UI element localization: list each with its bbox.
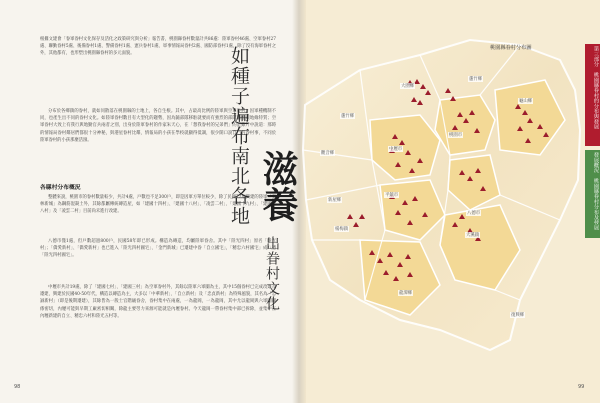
right-page-number: 99 — [578, 384, 585, 390]
section-paragraph-2: 八德市僅1處，但戶數超過800戶，民國58年即已形成。構造為磚造，均屬陸軍眷舍。其中「陸光四村」原名「陸光村」；「僑愛新村」、「僑愛新村」也已進入「陸光四村國宅」、「金門新城」已遷建中眷「自立國宅」，「精忠六村國宅」成八德「陸光四村國宅」。 — [40, 239, 276, 259]
section-paragraph-3: 中壢市共計19處，除了「建國七村」、「建國三村」為空軍眷村外，其餘以陸軍六軍團為主，其中15個眷村已完成改建及遷建，興建於民國40-50年代，構造以磚造為主，大多以「中華新村」、「自立新村」及「忠貞新村」為特殊風貌，其名為「忠誠新村」（即是後期遷建），其餘皆為一般士官階級眷舍，眷村集中在兩處，一為龍岡，一為龍岡，其中尤以龍岡與六軍團關係密切，內壢可能與早期工廠密切相關，除龍主要勞力來源可能就是內壢眷村。今天龍岡一帶眷村集中部已拆除，並集中在內壢新建的自立、精忠六村和陸光五村等。 — [40, 285, 276, 319]
section-paragraph-1: 整體來說，桃園市的眷村數量較少，共計4處，戶數也不足300戶，即是因軍方單位較少，除了民國72年興建的陸軍「雲林新城」為鋼筋混凝土外，其餘都屬傳統磚造屋，如「建國十四村」、「建國十八村」、「凌雲二村」、「建國十九村」、「建國十八村」及「凌雲二村」目前尚未進行改建。 — [40, 195, 276, 215]
district-label-longtan: 龍潭鄉 — [399, 291, 413, 296]
intro-paragraph-2: 分布於各鄉鎮的眷村，就如同散落在桃園縣的土地上，各自生根。其中，占最高比例的陸軍與空軍眷村，因軍種機制不同，也產生出不同的眷村文化。如陸軍眷村數目有大型化的趨勢，因為隨部隊移駐就要而有強烈的部隊屬性與地緣特質；空軍眷村大致上有我行與地勤官兵兩者之別，出身於陸軍眷村的作家朱天心，在「想我眷村的兄弟們」的記錄片中說道：那時的情報局眷村鄰居們都很十分神秘，與港星眷村比鄰，情報局的小孩在學校就顯得低調，很少開口說自己的眷村事，不同於陸軍眷村的小孩那麼活潑。 — [40, 109, 276, 143]
district-label-daxi: 大溪鎮 — [466, 233, 480, 238]
main-title: 如種子遍布南北各地 — [228, 46, 250, 226]
district-label-dayuan: 大園鄉 — [401, 84, 415, 89]
chapter-tab: 第三部分 桃園縣眷村的分布與發展 — [585, 44, 600, 146]
district-label-pingzhen: 平鎮市 — [385, 193, 399, 198]
district-label-yangmei: 楊梅鎮 — [335, 227, 349, 232]
intro-paragraph-1: 根據文建會「眷軍眷村文化保存及活化之政策研究與分析」報告書，桃園縣眷村數量計共86處：陸軍眷村46處、空軍眷村27處、聯勤眷村5處、後備眷村1處、警備眷村1處、憲兵眷村1處、軍事情報局眷村2處、國防部眷村1處，除了沒有海軍眷村之外，其他都有，也形塑出桃園縣眷村的多元面貌。 — [40, 37, 276, 57]
district-label-taoyuan: 桃園市 — [449, 133, 463, 138]
district-label-zhongli: 中壢市 — [389, 147, 403, 152]
left-page-number: 98 — [14, 384, 21, 390]
calligraphy-title: 滋養 — [257, 150, 299, 222]
district-label-guishan: 龜山鄉 — [519, 99, 533, 104]
section-tab: 發展概況 桃園縣眷村分布及發展 — [585, 150, 600, 238]
sub-title: 出眷村文化 — [264, 236, 280, 311]
map-title: 桃園縣眷村分布圖 — [490, 45, 532, 51]
district-label-xinwu: 新屋鄉 — [328, 198, 342, 203]
district-label-luzhu: 蘆竹鄉 — [341, 114, 355, 119]
district-label-bade: 八德市 — [467, 211, 481, 216]
section-title: 各縣村分布概況 — [40, 185, 81, 191]
district-label-guanyin: 觀音鄉 — [321, 151, 335, 156]
district-label-luzhu-north: 蘆竹鄉 — [469, 77, 483, 82]
district-label-fuxing: 復興鄉 — [511, 313, 525, 318]
